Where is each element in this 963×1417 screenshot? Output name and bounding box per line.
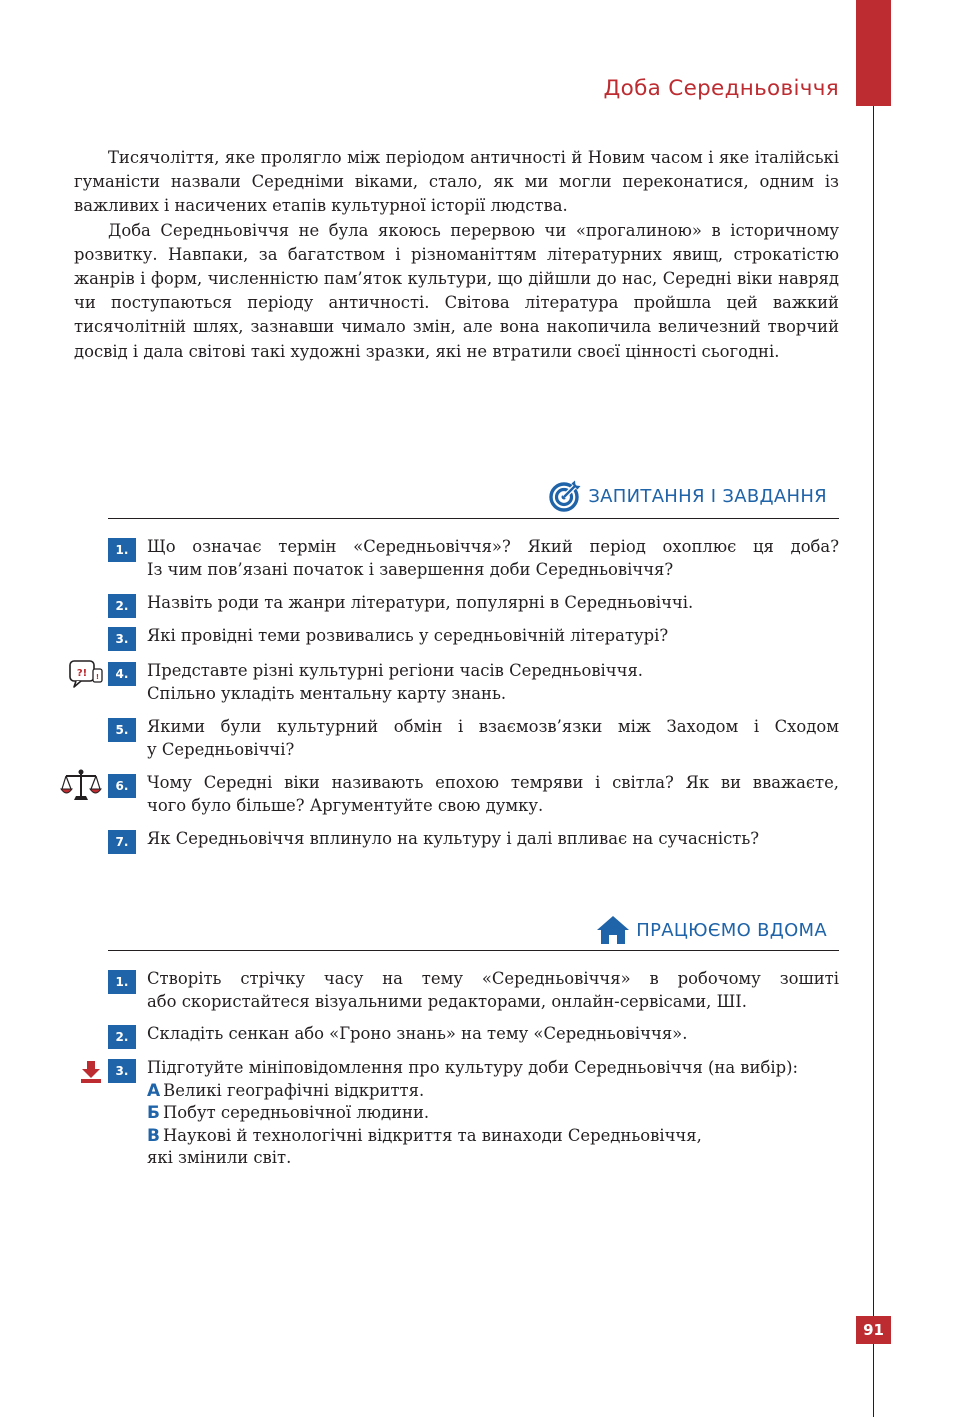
- question-line: Представте різні культурні регіони часів Середньовіччя.: [147, 661, 644, 680]
- option-line: [147, 1102, 839, 1125]
- intro-paragraph: Тисячоліття, яке пролягло між періодом античності й Новим часом і яке італійські гуманісти назвали Середніми віками, стало, як ми могли переконатися, одним із важливих і насичених етапів культурної історії людства.: [74, 148, 839, 216]
- question-line: Назвіть роди та жанри літератури, популярні в Середньовіччі.: [147, 593, 694, 612]
- question-line: Як Середньовіччя вплинуло на культуру і далі впливає на сучасність?: [147, 829, 760, 848]
- item-number: 3.: [108, 1059, 136, 1083]
- item-number: 3.: [108, 627, 136, 651]
- svg-text:!: !: [95, 673, 100, 681]
- question-line: Спільно укладіть ментальну карту знань.: [147, 683, 507, 703]
- homework-line: Створіть стрічку часу на тему «Середньовіччя» в робочому зошиті: [147, 969, 839, 988]
- page-number: 91: [856, 1316, 891, 1344]
- option-line: [147, 1125, 839, 1148]
- question-line: у Середньовіччі?: [147, 739, 295, 759]
- house-icon: [596, 915, 630, 945]
- homework-heading-bar: [108, 916, 839, 951]
- svg-text:?!: ?!: [76, 668, 88, 679]
- option-text: Наукові й технологічні відкриття та винаходи Середньовіччя,: [162, 1125, 702, 1145]
- item-number: 2.: [108, 1025, 136, 1049]
- item-number: 5.: [108, 718, 136, 742]
- option-line: [147, 1080, 839, 1103]
- option-text: Великі географічні відкриття.: [163, 1080, 425, 1100]
- item-number: 1.: [108, 970, 136, 994]
- homework-line: або скористайтеся візуальними редакторами, онлайн-сервісами, ШІ.: [147, 991, 747, 1011]
- question-line: Із чим пов’язані початок і завершення доби Середньовіччя?: [147, 559, 674, 579]
- option-letter: Б: [147, 1103, 160, 1123]
- option-letter: В: [147, 1125, 160, 1146]
- margin-rule: [873, 106, 874, 1417]
- question-line: Якими були культурний обмін і взаємозв’язки між Заходом і Сходом: [147, 717, 839, 736]
- homework-line: Підготуйте мініповідомлення про культуру доби Середньовіччя (на вибір):: [147, 1058, 798, 1077]
- question-line: Чому Середні віки називають епохою темряви і світла? Як ви вважаєте,: [147, 773, 839, 792]
- discussion-bubble-icon: [68, 658, 104, 690]
- questions-heading: ЗАПИТАННЯ І ЗАВДАННЯ: [588, 485, 827, 507]
- question-line: чого було більше? Аргументуйте свою думку.: [147, 795, 544, 815]
- target-icon: [548, 479, 582, 513]
- option-letter: А: [147, 1080, 161, 1101]
- intro-text: [74, 146, 839, 364]
- item-number: 4.: [108, 662, 136, 686]
- questions-heading-bar: [108, 484, 839, 519]
- option-text: які змінили світ.: [147, 1148, 292, 1167]
- chapter-tab: [856, 0, 891, 106]
- option-text: Побут середньовічної людини.: [162, 1103, 430, 1122]
- item-number: 2.: [108, 594, 136, 618]
- download-icon: [80, 1060, 102, 1084]
- homework-heading: ПРАЦЮЄМО ВДОМА: [636, 919, 827, 941]
- item-number: 6.: [108, 774, 136, 798]
- question-line: Що означає термін «Середньовіччя»? Який період охоплює ця доба?: [147, 537, 839, 556]
- scales-icon: [60, 767, 102, 805]
- homework-line: Складіть сенкан або «Гроно знань» на тему «Середньовіччя».: [147, 1024, 688, 1043]
- item-number: 7.: [108, 830, 136, 854]
- intro-paragraph: Доба Середньовіччя не була якоюсь перервою чи «прогалиною» в історичному розвитку. Навпаки, за багатством і різноманіттям літературних явищ, строкатістю жанрів і форм, численністю пам’яток культури, що дійшли до нас, Середні віки навряд чи поступаються періоду античності. Світова література пройшла цей важкий тисячолітній шлях, зазнавши чимало змін, але вона накопичила величезний творчий досвід і дала світові такі художні зразки, які не втратили своєї цінності сьогодні.: [74, 220, 839, 361]
- question-line: Які провідні теми розвивались у середньовічній літературі?: [147, 626, 669, 645]
- item-number: 1.: [108, 538, 136, 562]
- chapter-title: Доба Середньовіччя: [603, 76, 839, 101]
